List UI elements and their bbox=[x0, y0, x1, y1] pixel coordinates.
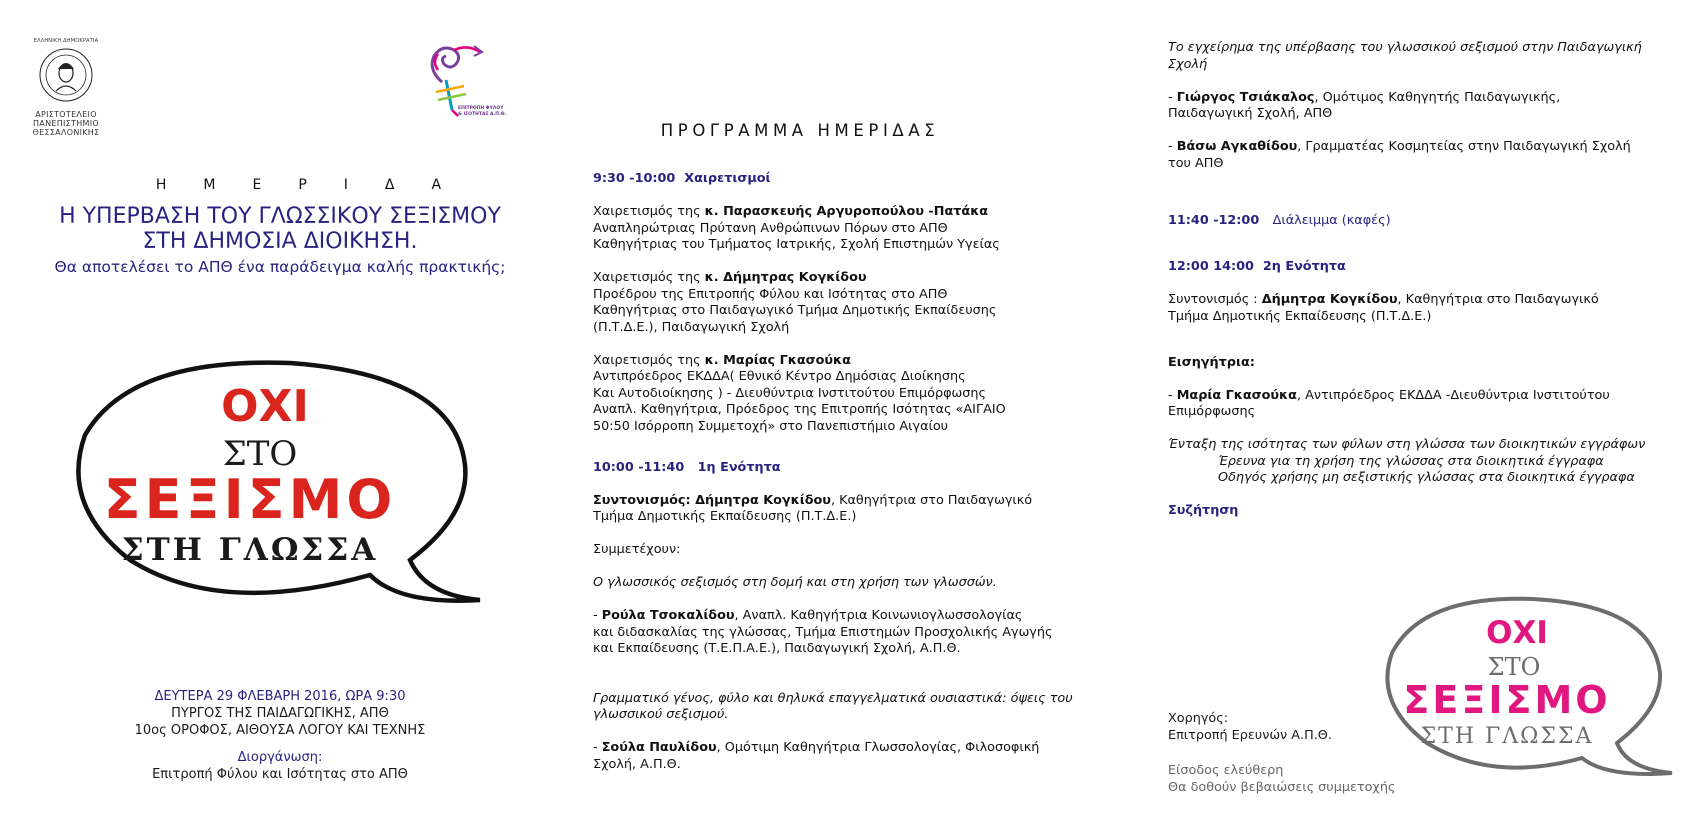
greeting-item: Χαιρετισμός της κ. Δήμητρας Κογκίδου Προέδρου της Επιτροπής Φύλου και Ισότητας στο ΑΠΘ Καθηγήτριας στο Παιδαγωγικό Τμήμα Δημοτικής Εκπαίδευσης (Π.Τ.Δ.Ε.), Παιδαγωγική Σχολή bbox=[593, 270, 997, 335]
republic-label: ΕΛΛΗΝΙΚΗ ΔΗΜΟΚΡΑΤΙΑ bbox=[33, 38, 99, 44]
talk-speaker: - Βάσω Αγκαθίδου, Γραμματέας Κοσμητείας στην Παιδαγωγική Σχολή bbox=[1168, 139, 1631, 154]
talk-title: Το εγχείρημα της υπέρβασης του γλωσσικού σεξισμού στην Παιδαγωγική bbox=[1168, 40, 1642, 55]
speaker-label: Εισηγήτρια: bbox=[1168, 354, 1255, 370]
session-label: Χαιρετισμοί bbox=[684, 171, 771, 186]
session-label: 1η Ενότητα bbox=[697, 459, 781, 475]
slogan-line-no: ΟΧΙ bbox=[1486, 615, 1548, 651]
venue-line-2: 10ος ΟΡΟΦΟΣ, ΑΙΘΟΥΣΑ ΛΟΓΟΥ ΚΑΙ ΤΕΧΝΗΣ bbox=[134, 723, 426, 738]
slogan-line-to: ΣΤΟ bbox=[222, 434, 298, 474]
talk-speaker: - Γιώργος Τσιάκαλος, Ομότιμος Καθηγητής Παιδαγωγικής, bbox=[1168, 89, 1561, 105]
greeting-speaker: κ. Δήμητρας Κογκίδου bbox=[704, 270, 867, 285]
program-column-1: 9:30 -10:00 Χαιρετισμοί Χαιρετισμός της κ. Παρασκευής Αργυροπούλου -Πατάκα Αναπληρώτριας Πρύτανη Ανθρώπινων Πόρων στο ΑΠΘ Καθηγήτριας του Τμήματος Ιατρικής, Σχολή Επιστημών Υγείας Χαιρετισμός της κ. Δήμητρας Κογκίδου Προέδρου της Επιτροπής Φύλου και Ισότητας στο ΑΠΘ Καθηγήτριας στο Παιδαγωγικό Τμήμα Δημοτικής Εκπαίδευσης (Π.Τ.Δ.Ε.), Παιδαγωγική Σχολή Χαιρετισμός της κ. Μαρίας Γκασούκα Αντιπρόεδρος ΕΚΔΔΑ( Εθνικό Κέντρο Δημόσιας Διοίκησης Και Αυτοδιοίκησης ) - Διευθύντρια Ινστιτούτου Επιμόρφωσης Αναπλ. Καθηγήτρια, Πρόεδρος της Επιτροπής Ισότητας «ΑΙΓΑΙΟ 50:50 Ισόρροπη Συμμετοχή» στο Πανεπιστήμιο Αιγαίου 10:00 -11:40 1η Ενότητα Συντονισμός: Δήμητρα Κογκίδου, Καθηγήτρια στο Παιδαγωγικό Τμήμα Δημοτικής Εκπαίδευσης (Π.Τ.Δ.Ε.) Συμμετέχουν: Ο γλωσσικός σεξισμός στη δομή και στη χρήση των γλωσσών. - Ρούλα Τσοκαλίδου, Αναπλ. Καθηγήτρια Κοινωνιογλωσσολογίας και διδασκαλίας της γλώσσας, Τμήμα Επιστημών Προσχολικής Αγωγής και Εκπαίδευσης (Τ.Ε.Π.Α.Ε.), Παιδαγωγική Σχολή, Α.Π.Θ. Γραμματικό γένος, φύλο και θηλυκά επαγγελματικά ουσιαστικά: όψεις του γλωσσικού σεξισμού. - Σούλα Παυλίδου, Ομότιμη Καθηγήτρια Γλωσσολογίας, Φιλοσοφική Σχολή, Α.Π.Θ. bbox=[593, 171, 1093, 773]
session-time: 9:30 -10:00 bbox=[593, 171, 676, 186]
talk-subtopic: Έρευνα για τη χρήση της γλώσσας στα διοικητικά έγγραφα bbox=[1218, 453, 1604, 469]
admission-note: Είσοδος ελεύθερη bbox=[1168, 763, 1284, 778]
event-subtitle: Θα αποτελέσει το ΑΠΘ ένα παράδειγμα καλής πρακτικής; bbox=[54, 258, 506, 276]
talk-title: Γραμματικό γένος, φύλο και θηλυκά επαγγελματικά ουσιαστικά: όψεις του bbox=[593, 690, 1073, 706]
slogan-line-sexism: ΣΕΞΙΣΜΟ bbox=[103, 468, 397, 531]
slogan-line-sexism: ΣΕΞΙΣΜΟ bbox=[1403, 678, 1611, 722]
discussion-label: Συζήτηση bbox=[1168, 503, 1239, 518]
university-name: ΑΡΙΣΤΟΤΕΛΕΙΟ ΠΑΝΕΠΙΣΤΗΜΙΟ ΘΕΣΣΑΛΟΝΙΚΗΣ bbox=[32, 110, 100, 137]
program-column-2: Το εγχείρημα της υπέρβασης του γλωσσικού σεξισμού στην Παιδαγωγική Σχολή - Γιώργος Τσιάκαλος, Ομότιμος Καθηγητής Παιδαγωγικής, Παιδαγωγική Σχολή, ΑΠΘ - Βάσω Αγκαθίδου, Γραμματέας Κοσμητείας στην Παιδαγωγική Σχολή του ΑΠΘ 11:40 -12:00 Διάλειμμα (καφές) 12:00 14:00 2η Ενότητα Συντονισμός : Δήμητρα Κογκίδου, Καθηγήτρια στο Παιδαγωγικό Τμήμα Δημοτικής Εκπαίδευσης (Π.Τ.Δ.Ε.) Εισηγήτρια: - Μαρία Γκασούκα, Αντιπρόεδρος ΕΚΔΔΑ -Διευθύντρια Ινστιτούτου Επιμόρφωσης Ένταξη της ισότητας των φύλων στη γλώσσα των διοικητικών εγγράφων Έρευνα για τη χρήση της γλώσσας στα διοικητικά έγγραφα Οδηγός χρήσης μη σεξιστικής γλώσσας στα διοικητικά έγγραφα Συζήτηση bbox=[1168, 40, 1668, 520]
certificates-note: Θα δοθούν βεβαιώσεις συμμετοχής bbox=[1168, 779, 1396, 795]
event-type-label: ΗΜΕΡΙΔΑ bbox=[155, 177, 479, 193]
university-seal-icon bbox=[38, 47, 94, 103]
talk-subtopic: Οδηγός χρήσης μη σεξιστικής γλώσσας στα διοικητικά έγγραφα bbox=[1218, 470, 1635, 485]
venue-line-1: ΠΥΡΓΟΣ ΤΗΣ ΠΑΙΔΑΓΩΓΙΚΗΣ, ΑΠΘ bbox=[171, 706, 389, 721]
greeting-item: Χαιρετισμός της κ. Μαρίας Γκασούκα Αντιπρόεδρος ΕΚΔΔΑ( Εθνικό Κέντρο Δημόσιας Διοίκησης Και Αυτοδιοίκησης ) - Διευθύντρια Ινστιτούτου Επιμόρφωσης Αναπλ. Καθηγήτρια, Πρόεδρος της Επιτροπής Ισότητας «ΑΙΓΑΙΟ 50:50 Ισόρροπη Συμμετοχή» στο Πανεπιστήμιο Αιγαίου bbox=[593, 352, 1006, 434]
session-label: Διάλειμμα (καφές) bbox=[1272, 213, 1391, 228]
committee-logo-caption: ΕΠΙΤΡΟΠΗ ΦΥΛΟΥ & ΙΣΟΤΗΤΑΣ Α.Π.Θ. bbox=[458, 106, 507, 117]
sponsor-label: Χορηγός: bbox=[1168, 711, 1229, 726]
organizer-label: Διοργάνωση: bbox=[237, 750, 323, 765]
session-heading-greetings bbox=[593, 171, 1093, 188]
slogan-line-language: ΣΤΗ ΓΛΩΣΣΑ bbox=[121, 532, 379, 568]
talk-topic: Ένταξη της ισότητας των φύλων στη γλώσσα των διοικητικών εγγράφων bbox=[1168, 437, 1646, 452]
participants-label: Συμμετέχουν: bbox=[593, 542, 681, 557]
slogan-speech-bubble-left bbox=[70, 355, 485, 617]
session-time: 11:40 -12:00 bbox=[1168, 213, 1260, 228]
slogan-speech-bubble-right bbox=[1382, 593, 1682, 783]
session-heading-break bbox=[1168, 213, 1668, 230]
program-title: ΠΡΟΓΡΑΜΜΑ ΗΜΕΡΙΔΑΣ bbox=[660, 121, 940, 140]
talk-title: Ο γλωσσικός σεξισμός στη δομή και στη χρήση των γλωσσών. bbox=[593, 575, 997, 590]
admission-block bbox=[1168, 763, 1395, 796]
sponsor-name: Επιτροπή Ερευνών Α.Π.Θ. bbox=[1168, 727, 1332, 743]
talk-speaker: - Ρούλα Τσοκαλίδου, Αναπλ. Καθηγήτρια Κοινωνιογλωσσολογίας bbox=[593, 608, 1023, 623]
slogan-line-no: ΟΧΙ bbox=[221, 381, 309, 432]
university-logo bbox=[28, 38, 104, 137]
coordination: Συντονισμός: Δήμητρα Κογκίδου, Καθηγήτρια στο Παιδαγωγικό bbox=[593, 492, 1033, 508]
talk-speaker: - Μαρία Γκασούκα, Αντιπρόεδρος ΕΚΔΔΑ -Διευθύντρια Ινστιτούτου bbox=[1168, 387, 1610, 403]
organizer: Επιτροπή Φύλου και Ισότητας στο ΑΠΘ bbox=[152, 767, 408, 782]
slogan-line-to: ΣΤΟ bbox=[1487, 653, 1541, 681]
sponsor-block bbox=[1168, 711, 1332, 744]
event-title: Η ΥΠΕΡΒΑΣΗ ΤΟΥ ΓΛΩΣΣΙΚΟΥ ΣΕΞΙΣΜΟΥ ΣΤΗ ΔΗΜΟΣΙΑ ΔΙΟΙΚΗΣΗ. bbox=[59, 204, 501, 254]
gender-equality-committee-logo bbox=[424, 40, 514, 120]
greeting-speaker: κ. Παρασκευής Αργυροπούλου -Πατάκα bbox=[704, 204, 989, 219]
greeting-item: Χαιρετισμός της κ. Παρασκευής Αργυροπούλου -Πατάκα Αναπληρώτριας Πρύτανη Ανθρώπινων Πόρων στο ΑΠΘ Καθηγήτριας του Τμήματος Ιατρικής, Σχολή Επιστημών Υγείας bbox=[593, 204, 1000, 252]
session-time: 10:00 -11:40 bbox=[593, 459, 685, 475]
talk-speaker: - Σούλα Παυλίδου, Ομότιμη Καθηγήτρια Γλωσσολογίας, Φιλοσοφική bbox=[593, 740, 1040, 755]
session-heading-second-unit bbox=[1168, 259, 1668, 276]
event-date: ΔΕΥΤΕΡΑ 29 ΦΛΕΒΑΡΗ 2016, ΩΡΑ 9:30 bbox=[154, 689, 406, 704]
greeting-speaker: κ. Μαρίας Γκασούκα bbox=[704, 352, 851, 368]
event-details bbox=[0, 688, 560, 783]
coordination: Συντονισμός : Δήμητρα Κογκίδου, Καθηγήτρια στο Παιδαγωγικό bbox=[1168, 292, 1599, 307]
session-time: 12:00 14:00 bbox=[1168, 259, 1254, 274]
slogan-line-language: ΣΤΗ ΓΛΩΣΣΑ bbox=[1420, 724, 1594, 749]
session-heading-first-unit bbox=[593, 460, 1093, 477]
session-label: 2η Ενότητα bbox=[1262, 259, 1346, 274]
